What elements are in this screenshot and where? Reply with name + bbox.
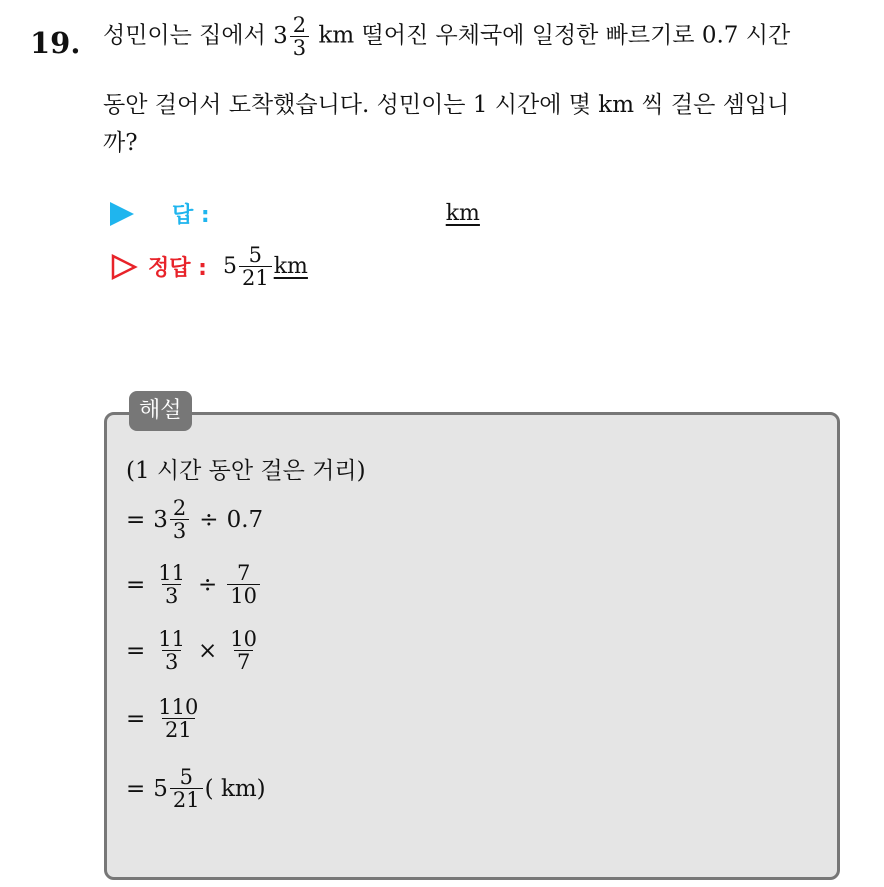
denominator: 3	[290, 36, 309, 59]
equals-sign: =	[126, 705, 146, 732]
step-5	[126, 766, 266, 811]
fraction	[227, 562, 260, 607]
equals-sign: =	[126, 506, 146, 533]
equals-sign: =	[126, 775, 146, 802]
answer-unit: km	[273, 254, 308, 280]
mixed-whole: 5	[153, 775, 168, 802]
answer-unit: km	[445, 201, 480, 226]
step-3	[126, 628, 262, 673]
question-text-part: 성민이는 집에서	[103, 22, 274, 49]
explanation-heading: (1 시간 동안 걸은 거리)	[126, 458, 366, 484]
explanation-tag: 해설	[129, 391, 192, 431]
play-triangle-icon	[110, 202, 134, 226]
equals-sign: =	[126, 571, 146, 598]
numerator: 10	[230, 627, 258, 651]
question-text-part: km 떨어진 우체국에 일정한 빠르기로 0.7 시간	[311, 22, 791, 49]
question-line-1	[103, 14, 790, 59]
fraction	[170, 497, 189, 542]
numerator: 5	[179, 765, 193, 789]
numerator: 2	[292, 13, 307, 37]
denominator: 21	[239, 266, 272, 289]
step-1	[126, 497, 263, 542]
outline-triangle-icon	[110, 253, 138, 281]
denominator: 21	[170, 788, 203, 811]
fraction	[155, 562, 188, 607]
question-line-3: 까?	[103, 130, 138, 156]
fraction	[290, 14, 309, 59]
denominator: 3	[170, 519, 189, 542]
mixed-whole: 3	[153, 506, 168, 533]
question-number: 19.	[30, 26, 81, 60]
equals-sign: =	[126, 637, 146, 664]
question-line-2: 동안 걸어서 도착했습니다. 성민이는 1 시간에 몇 km 씩 걸은 셈입니	[103, 92, 790, 118]
correct-answer-row	[110, 244, 308, 289]
unit: ( km)	[204, 775, 266, 802]
numerator: 5	[248, 243, 263, 267]
fraction	[227, 628, 260, 673]
distance-mixed-number	[273, 13, 311, 61]
fraction	[155, 696, 201, 741]
operator: ×	[198, 637, 218, 664]
correct-answer-label: 정답 :	[148, 256, 207, 282]
denominator: 7	[234, 650, 253, 673]
operand: 0.7	[226, 506, 264, 533]
denominator: 3	[162, 650, 181, 673]
fraction	[239, 244, 272, 289]
step-2	[126, 562, 262, 607]
correct-answer-value	[223, 244, 308, 289]
numerator: 7	[236, 561, 251, 585]
answer-row	[110, 198, 480, 229]
mixed-whole: 3	[273, 22, 288, 49]
operator: ÷	[198, 571, 218, 598]
operator: ÷	[199, 506, 219, 533]
fraction	[155, 628, 188, 673]
numerator: 11	[158, 627, 186, 651]
fraction	[170, 766, 203, 811]
mixed-whole: 5	[222, 254, 237, 280]
step-4	[126, 696, 203, 741]
numerator: 2	[172, 496, 187, 520]
denominator: 10	[227, 584, 260, 607]
numerator: 110	[158, 695, 199, 719]
answer-label: 답 :	[172, 203, 210, 228]
numerator: 11	[158, 561, 186, 585]
denominator: 21	[162, 718, 195, 741]
denominator: 3	[162, 584, 181, 607]
